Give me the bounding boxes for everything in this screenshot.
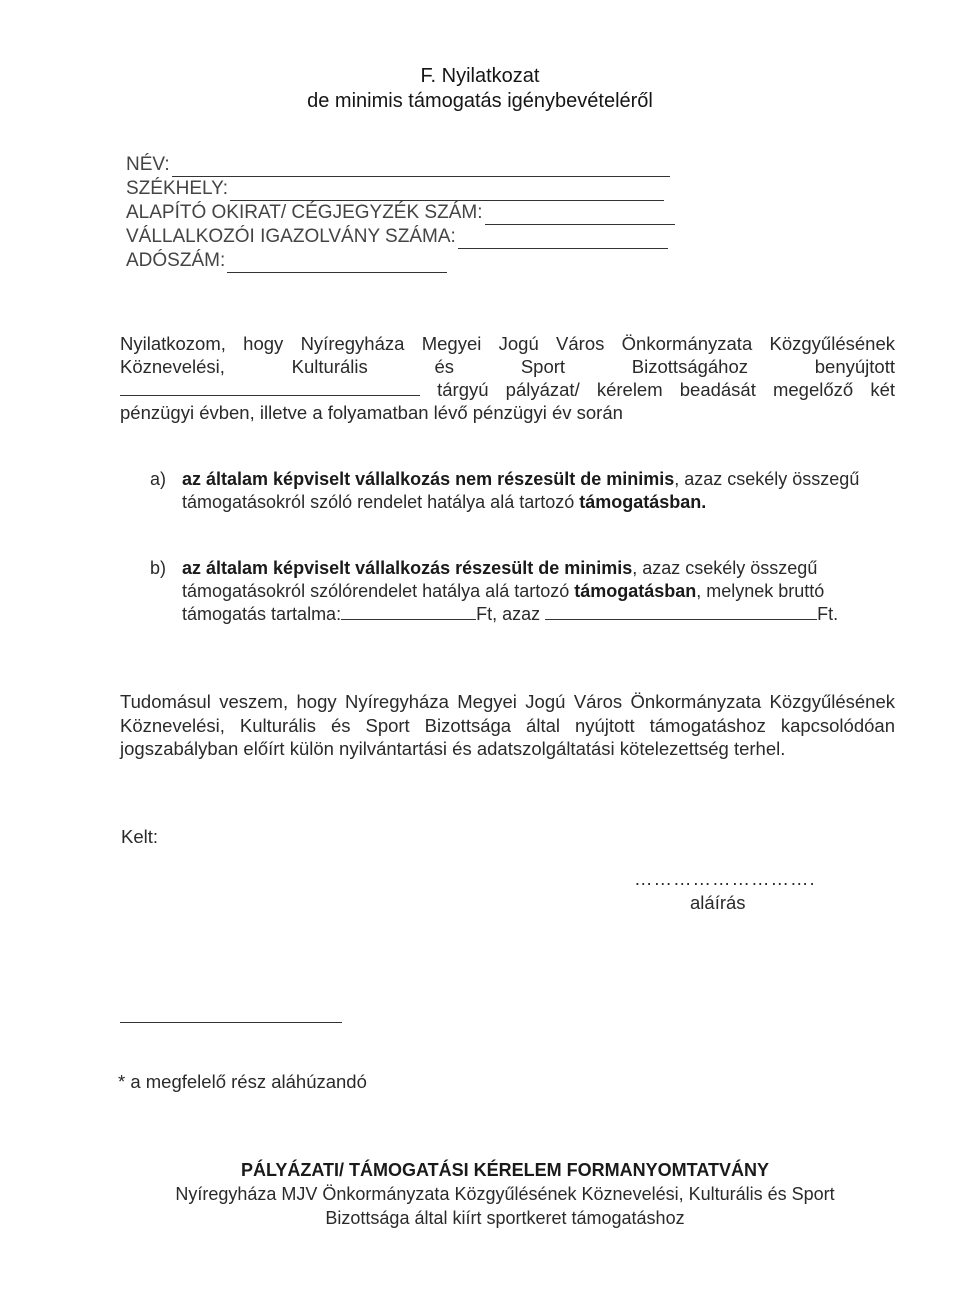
date-label: Kelt:	[121, 826, 159, 847]
amount-words-fill-line[interactable]	[545, 603, 817, 620]
field-seat-input-line[interactable]	[230, 182, 664, 201]
option-b-label: b)	[150, 558, 167, 578]
field-tax-number-input-line[interactable]	[227, 254, 447, 273]
declaration-paragraph	[120, 332, 895, 424]
field-registry-input-line[interactable]	[485, 206, 675, 225]
field-entrepreneur-id-input-line[interactable]	[458, 230, 668, 249]
declaration-line-1: Nyilatkozom, hogy Nyíregyháza Megyei Jogú Város Önkormányzata Közgyűlésének	[120, 333, 895, 354]
option-a-text: az általam képviselt vállalkozás nem részesült de minimis, azaz csekély összegű támogatásokról szóló rendelet hatálya alá tartozó támogatásban.	[182, 469, 860, 512]
field-entrepreneur-id	[126, 225, 668, 249]
footer-subtitle-line-2: Bizottsága által kiírt sportkeret támogatáshoz	[325, 1208, 685, 1228]
field-name-label: NÉV:	[126, 154, 170, 175]
footer-title: PÁLYÁZATI/ TÁMOGATÁSI KÉRELEM FORMANYOMTATVÁNY	[241, 1160, 769, 1180]
option-a-label: a)	[150, 469, 167, 489]
footnote-separator	[120, 1022, 342, 1023]
footer-subtitle-line-1: Nyíregyháza MJV Önkormányzata Közgyűlésének Köznevelési, Kulturális és Sport	[175, 1184, 835, 1204]
field-registry-label: ALAPÍTÓ OKIRAT/ CÉGJEGYZÉK SZÁM:	[126, 202, 483, 223]
field-name	[126, 153, 670, 177]
option-b	[150, 557, 895, 626]
field-name-input-line[interactable]	[172, 158, 670, 177]
footnote-text: * a megfelelő rész aláhúzandó	[118, 1071, 367, 1092]
option-a	[150, 468, 895, 514]
signature-label: aláírás	[690, 892, 746, 913]
declaration-line-2: Köznevelési, Kulturális és Sport Bizottságához benyújtott	[120, 356, 895, 377]
field-seat-label: SZÉKHELY:	[126, 178, 229, 199]
document-title: F. Nyilatkozat	[420, 65, 540, 87]
signature-line[interactable]: ……………………….	[634, 868, 816, 889]
field-tax-number	[126, 249, 447, 273]
amount-fill-line[interactable]	[341, 603, 476, 620]
field-registry	[126, 201, 675, 225]
subject-fill-line[interactable]	[120, 379, 420, 396]
field-seat	[126, 177, 664, 201]
document-subtitle: de minimis támogatás igénybevételéről	[307, 90, 653, 112]
declaration-line-4: pénzügyi évben, illetve a folyamatban lévő pénzügyi év során	[120, 402, 623, 423]
field-tax-number-label: ADÓSZÁM:	[126, 250, 226, 271]
acknowledgement-paragraph: Tudomásul veszem, hogy Nyíregyháza Megyei Jogú Város Önkormányzata Közgyűlésének Köznevelési, Kulturális és Sport Bizottsága által nyújtott támogatáshoz kapcsolódóan jogszabályban előírt külön nyilvántartási és adatszolgáltatási kötelezettség terhel.	[120, 691, 895, 759]
field-entrepreneur-id-label: VÁLLALKOZÓI IGAZOLVÁNY SZÁMA:	[126, 226, 456, 247]
option-b-text: az általam képviselt vállalkozás részesült de minimis, azaz csekély összegű támogatásokról szólórendelet hatálya alá tartozó támogatásban, melynek bruttó támogatás tartalma: Ft, azaz Ft.	[182, 558, 839, 624]
declaration-line-3: tárgyú pályázat/ kérelem beadását megelőző két	[120, 378, 895, 401]
